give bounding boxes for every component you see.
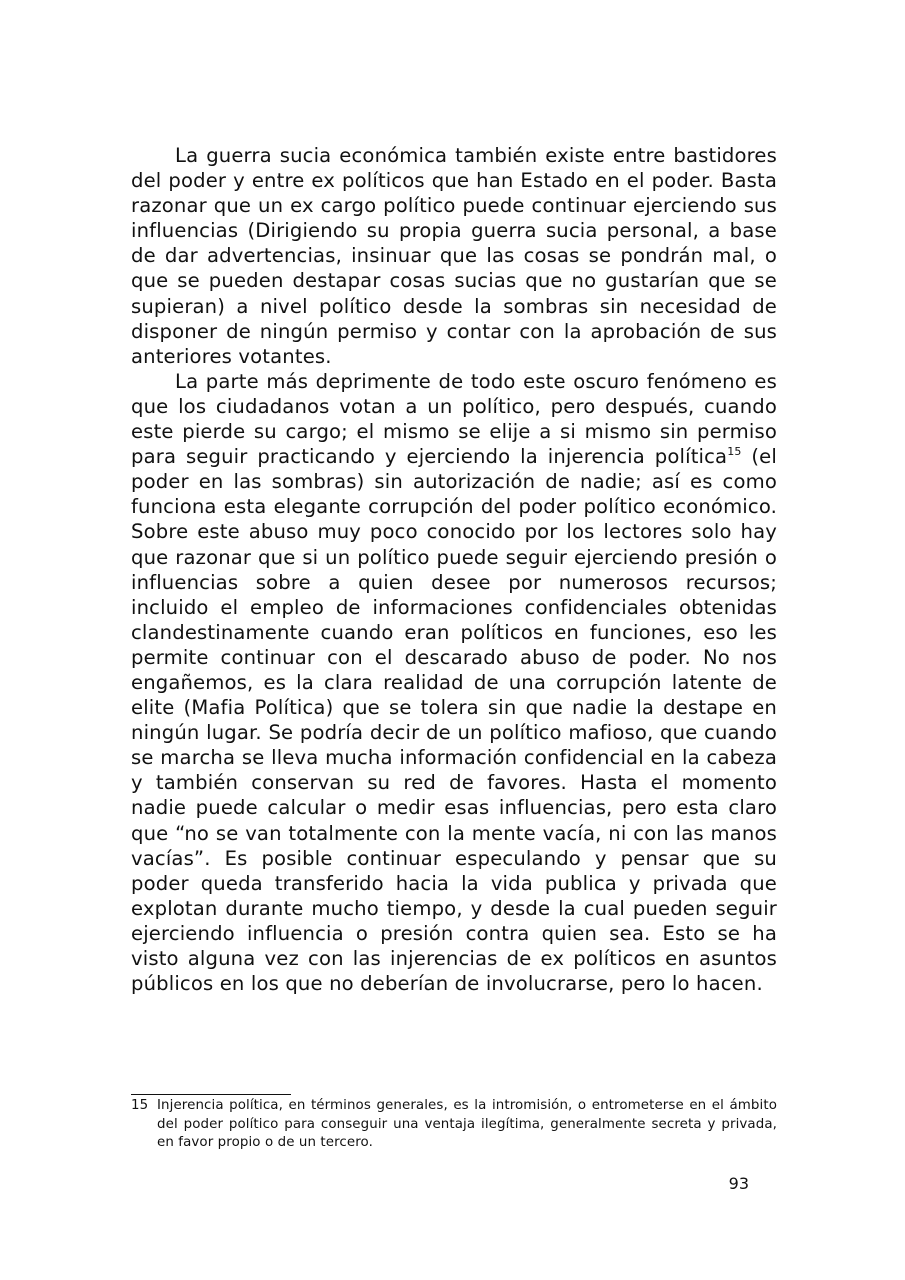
footnote-entry [131,1097,777,1153]
paragraph-1-text: La guerra sucia económica también existe entre bastidores del poder y entre ex políticos que han Estado en el poder. Basta razonar que un ex cargo político puede continuar ejerciendo sus influencias (Dirigiendo su propia guerra sucia personal, a base de dar advertencias, insinuar que las cosas se pondrán mal, o que se pueden destapar cosas sucias que no gustarían que se supieran) a nivel político desde la sombras sin necesidad de disponer de ningún permiso y contar con la aprobación de sus anteriores votantes. [131,144,777,368]
paragraph-2 [131,369,777,996]
footnote-text: Injerencia política, en términos generales, es la intromisión, o entrometerse en el ámbito del poder político para conseguir una ventaja ilegítima, generalmente secreta y privada, en favor propio o de un tercero. [157,1098,777,1151]
page-number: 93 [728,1174,749,1193]
paragraph-2-text-end: (el poder en las sombras) sin autorización de nadie; así es como funciona esta elegante corrupción del poder político económico. Sobre este abuso muy poco conocido por los lectores solo hay que razonar que si un político puede seguir ejerciendo presión o influencias sobre a quien desee por numerosos recursos; incluido el empleo de informaciones confidenciales obtenidas clandestinamente cuando eran políticos en funciones, eso les permite continuar con el descarado abuso de poder. No nos engañemos, es la clara realidad de una corrupción latente de elite (Mafia Política) que se tolera sin que nadie la destape en ningún lugar. Se podría decir de un político mafioso, que cuando se marcha se lleva mucha información confidencial en la cabeza y también conservan su red de favores. Hasta el momento nadie puede calcular o medir esas influencias, pero esta claro que “no se van totalmente con la mente vacía, ni con las manos vacías”. Es posible continuar especulando y pensar que su poder queda transferido hacia la vida publica y privada que explotan durante mucho tiempo, y desde la cual pueden seguir ejerciendo influencia o presión contra quien sea. Esto se ha visto alguna vez con las injerencias de ex políticos en asuntos públicos en los que no deberían de involucrarse, pero lo hacen. [131,445,777,996]
paragraph-2-text-start: La parte más deprimente de todo este oscuro fenómeno es que los ciudadanos votan a un político, pero después, cuando este pierde su cargo; el mismo se elije a si mismo sin permiso para seguir practicando y ejerciendo la injerencia política [131,369,777,469]
footnote [131,1097,777,1153]
paragraph-1 [131,143,777,369]
footnote-divider [131,1094,291,1095]
footnote-number: 15 [131,1098,149,1113]
body-text [131,143,777,996]
footnote-reference: 15 [727,444,742,458]
